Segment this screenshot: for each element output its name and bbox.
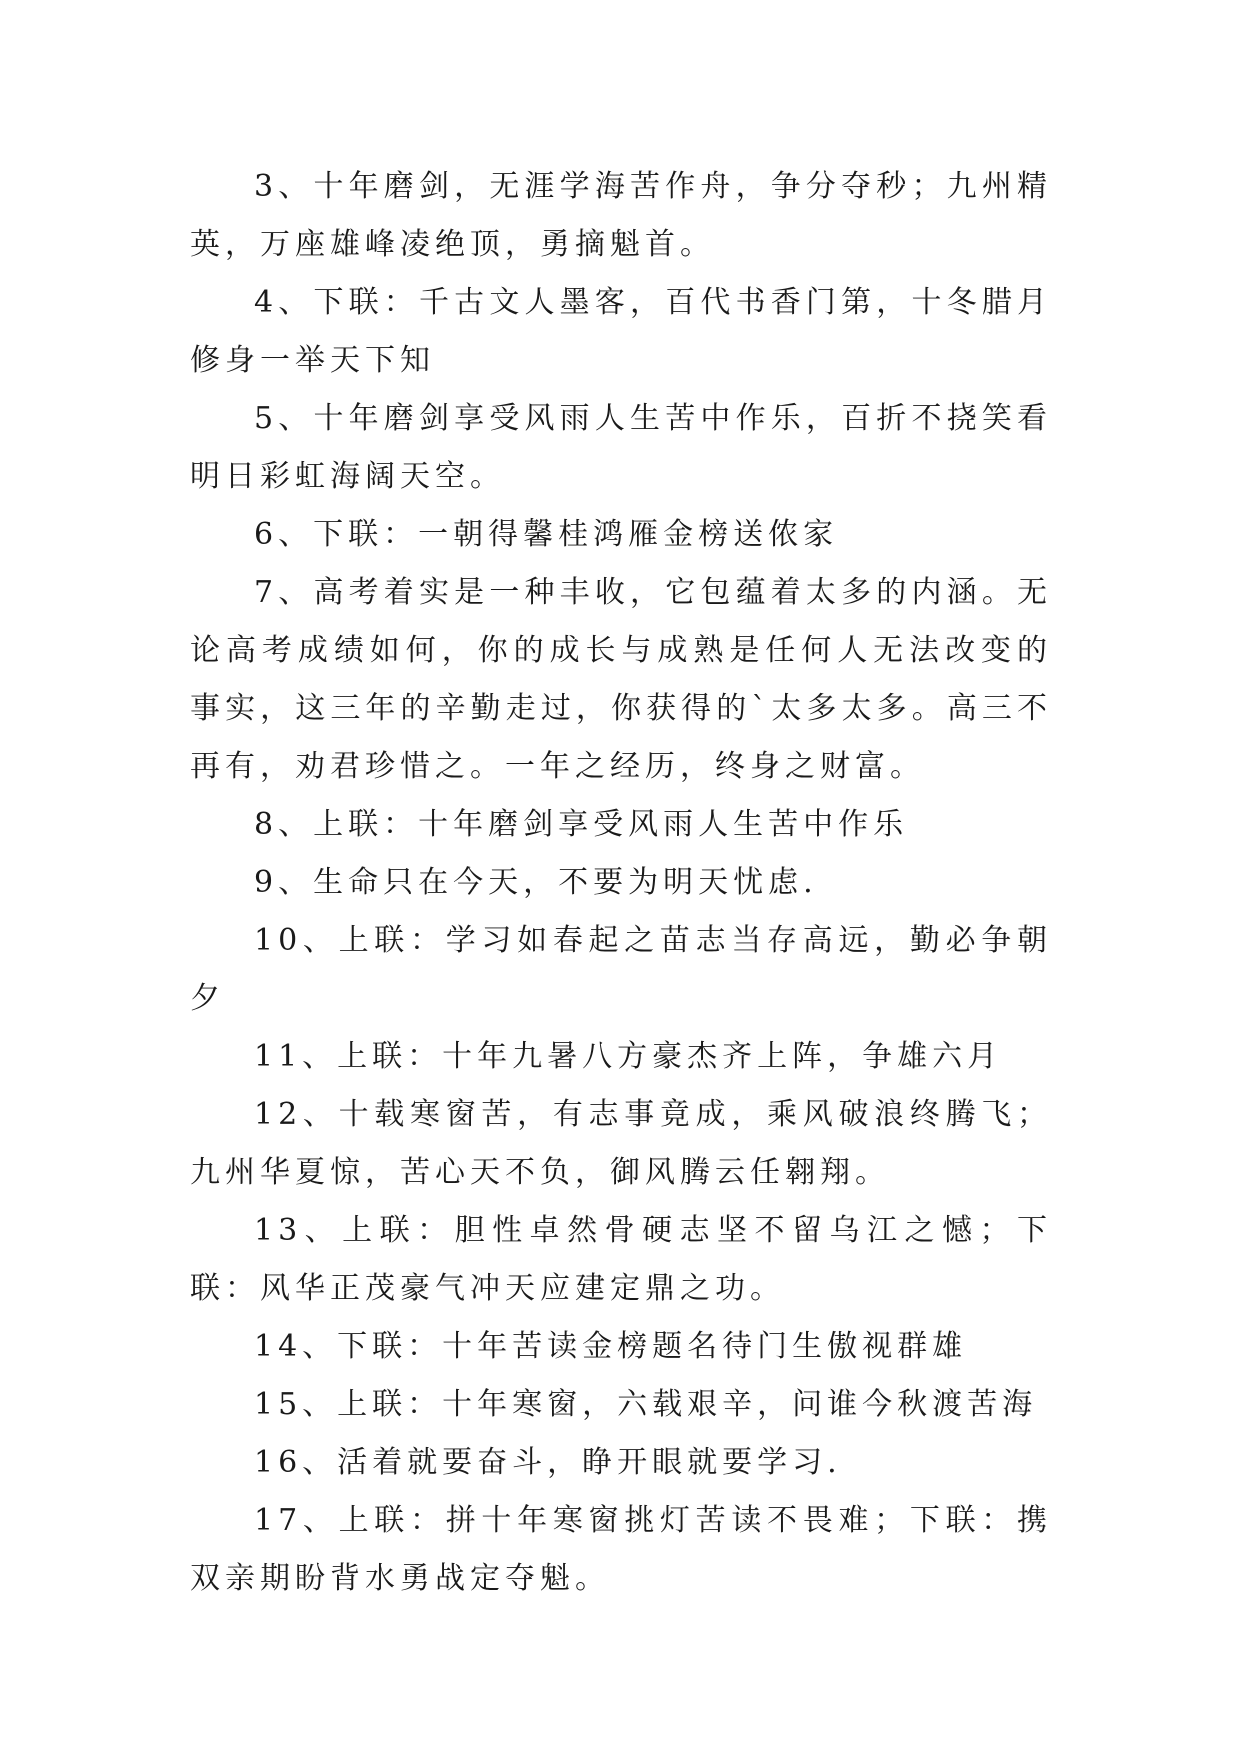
paragraph-item-8: 8、上联：十年磨剑享受风雨人生苦中作乐 [254, 807, 909, 842]
document-body [190, 158, 1052, 1608]
paragraph-item-10: 10、上联：学习如春起之苗志当存高远，勤必争朝夕 [190, 923, 1052, 1016]
paragraph-item-7: 7、高考着实是一种丰收，它包蕴着太多的内涵。无论高考成绩如何，你的成长与成熟是任何人无法改变的事实，这三年的辛勤走过，你获得的`太多太多。高三不再有，劝君珍惜之。一年之经历，终身之财富。 [190, 575, 1052, 784]
paragraph-item-12: 12、十载寒窗苦，有志事竟成，乘风破浪终腾飞；九州华夏惊，苦心天不负，御风腾云任翱翔。 [190, 1097, 1052, 1190]
paragraph-item-5: 5、十年磨剑享受风雨人生苦中作乐，百折不挠笑看明日彩虹海阔天空。 [190, 401, 1052, 494]
paragraph-item-4: 4、下联：千古文人墨客，百代书香门第，十冬腊月修身一举天下知 [190, 285, 1052, 378]
paragraph-item-13: 13、上联：胆性卓然骨硬志坚不留乌江之憾；下联：风华正茂豪气冲天应建定鼎之功。 [190, 1213, 1052, 1306]
paragraph-item-11: 11、上联：十年九暑八方豪杰齐上阵，争雄六月 [254, 1039, 1003, 1074]
paragraph-item-6: 6、下联：一朝得馨桂鸿雁金榜送侬家 [254, 517, 839, 552]
paragraph-item-16: 16、活着就要奋斗，睁开眼就要学习. [254, 1445, 842, 1480]
paragraph-item-15: 15、上联：十年寒窗，六载艰辛，问谁今秋渡苦海 [254, 1387, 1038, 1422]
paragraph-item-9: 9、生命只在今天，不要为明天忧虑. [254, 865, 818, 900]
paragraph-item-17: 17、上联：拼十年寒窗挑灯苦读不畏难；下联：携双亲期盼背水勇战定夺魁。 [190, 1503, 1052, 1596]
paragraph-item-14: 14、下联：十年苦读金榜题名待门生傲视群雄 [254, 1329, 968, 1364]
paragraph-item-3: 3、十年磨剑，无涯学海苦作舟，争分夺秒；九州精英，万座雄峰凌绝顶，勇摘魁首。 [190, 169, 1052, 262]
